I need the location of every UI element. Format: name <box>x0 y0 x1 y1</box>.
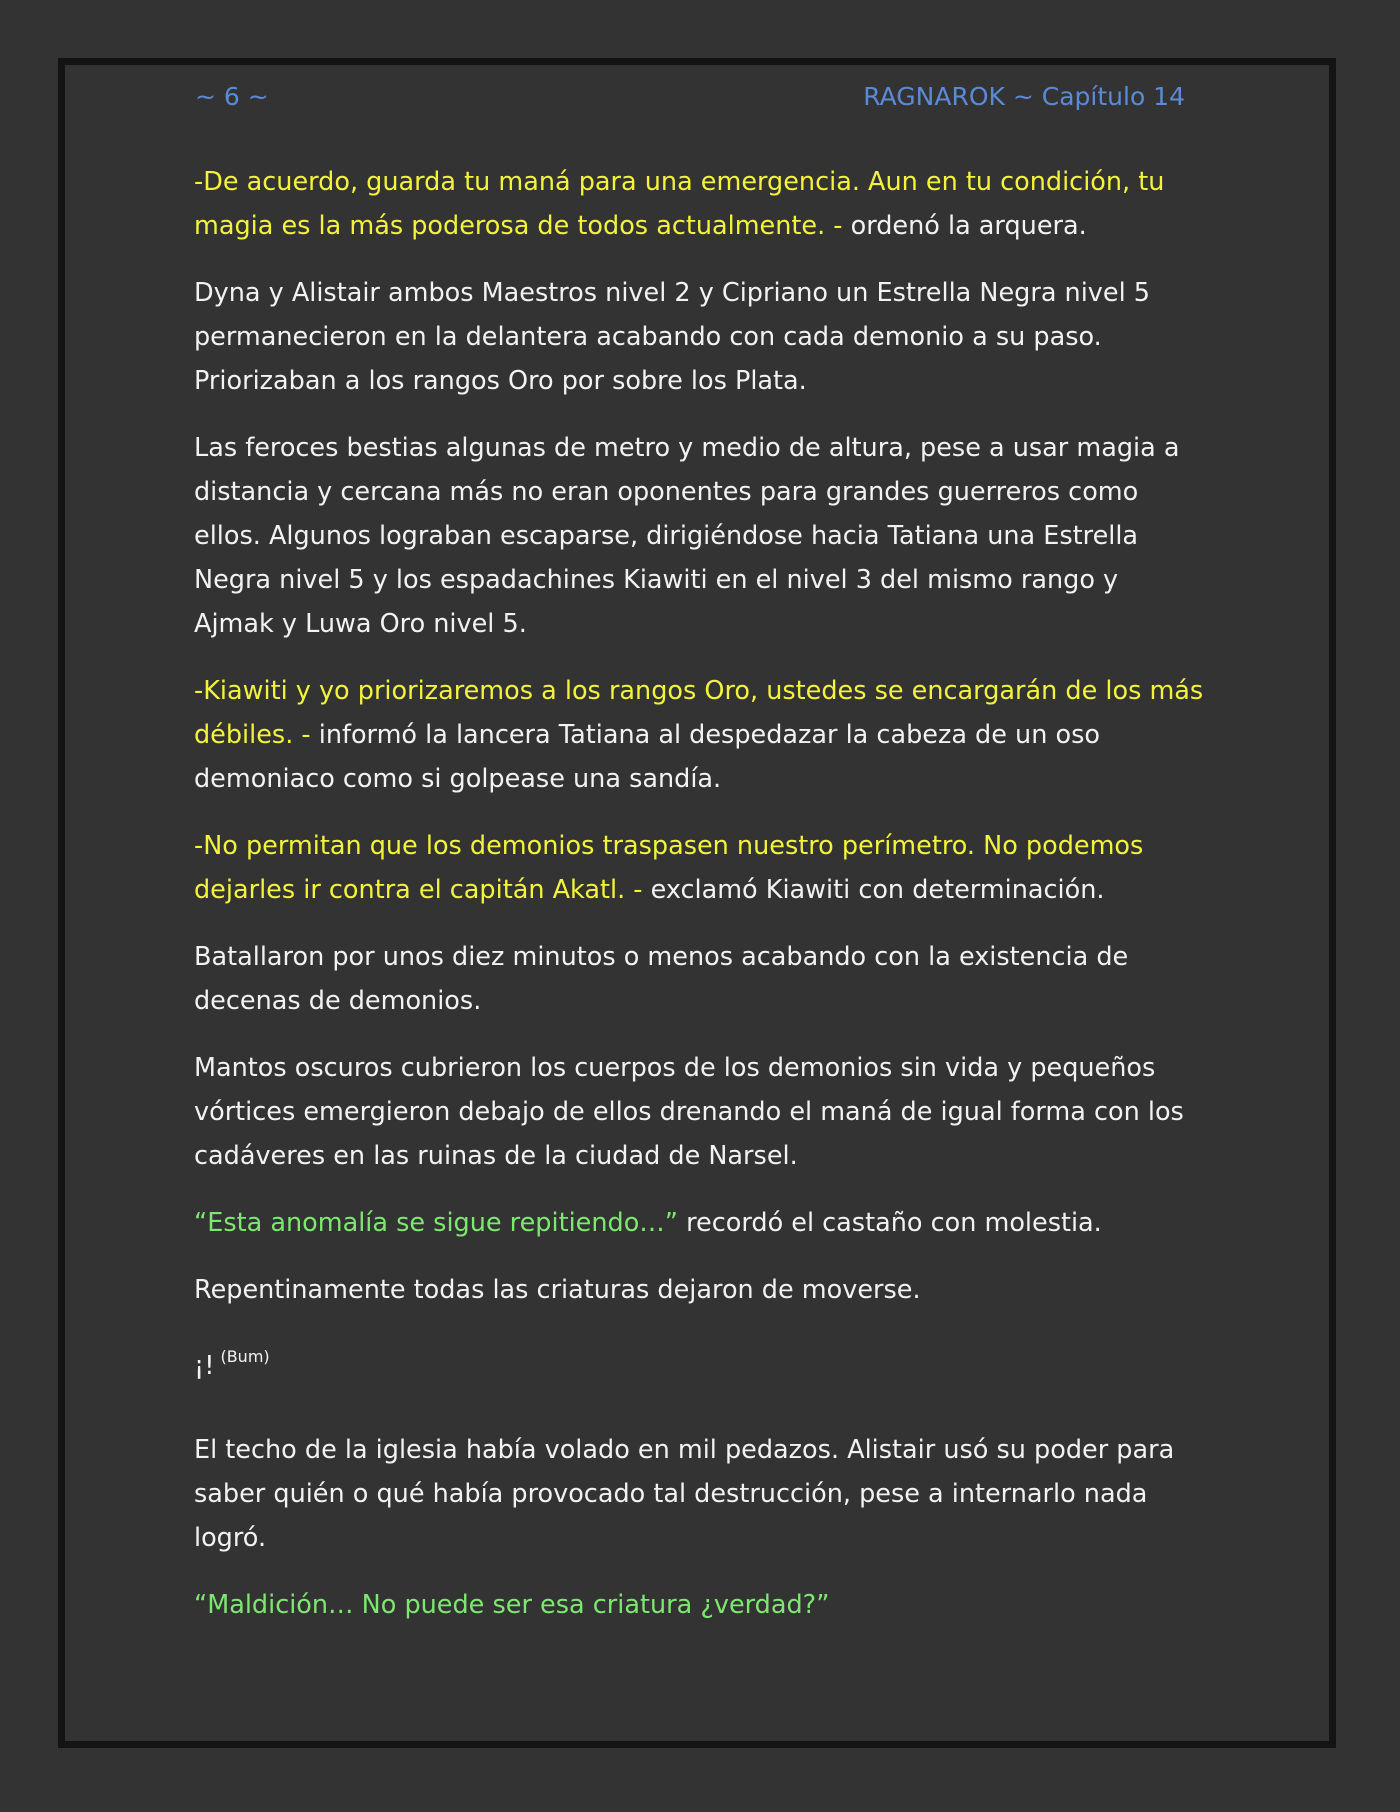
paragraph-7: Mantos oscuros cubrieron los cuerpos de los demonios sin vida y pequeños vórtices emergieron debajo de ellos drenando el maná de igual forma con los cadáveres en las ruinas de la ciudad de Narsel. <box>194 1053 1184 1171</box>
dialogue: -Kiawiti y yo priorizaremos a los rangos Oro, ustedes se encargarán de los más débiles. - <box>194 676 1204 750</box>
narration: ordenó la arquera. <box>842 211 1087 241</box>
paragraph-11: El techo de la iglesia había volado en mil pedazos. Alistair usó su poder para saber quién o qué había provocado tal destrucción, pese a internarlo nada logró. <box>194 1435 1175 1553</box>
paragraph-3: Las feroces bestias algunas de metro y medio de altura, pese a usar magia a distancia y cercana más no eran oponentes para grandes guerreros como ellos. Algunos lograban escaparse, dirigiéndose hacia Tatiana una Estrella Negra nivel 5 y los espadachines Kiawiti en el nivel 3 del mismo rango y Ajmak y Luwa Oro nivel 5. <box>194 433 1180 639</box>
dialogue: -No permitan que los demonios traspasen nuestro perímetro. No podemos dejarles ir contra el capitán Akatl. - <box>194 831 1144 905</box>
paragraph-4 <box>194 669 1204 801</box>
paragraph-12-thought: “Maldición… No puede ser esa criatura ¿verdad?” <box>194 1590 830 1620</box>
sound-effect: (Bum) <box>220 1347 270 1366</box>
paragraph-10 <box>194 1335 1204 1388</box>
narration: informó la lancera Tatiana al despedazar la cabeza de un oso demoniaco como si golpease una sandía. <box>194 720 1100 794</box>
paragraph-5 <box>194 824 1204 912</box>
page-header <box>195 82 1185 122</box>
chapter-body <box>194 160 1204 1650</box>
paragraph-9: Repentinamente todas las criaturas dejaron de moverse. <box>194 1275 921 1305</box>
chapter-title: RAGNAROK ~ Capítulo 14 <box>863 82 1185 111</box>
paragraph-1 <box>194 160 1204 248</box>
paragraph-8 <box>194 1201 1204 1245</box>
narration: exclamó Kiawiti con determinación. <box>642 875 1105 905</box>
thought: “Esta anomalía se sigue repitiendo…” <box>194 1208 679 1238</box>
paragraph-6: Batallaron por unos diez minutos o menos acabando con la existencia de decenas de demonios. <box>194 942 1129 1016</box>
page-number: ~ 6 ~ <box>195 82 269 111</box>
narration: recordó el castaño con molestia. <box>678 1208 1102 1238</box>
exclamation: ¡! <box>194 1351 215 1381</box>
dialogue: -De acuerdo, guarda tu maná para una emergencia. Aun en tu condición, tu magia es la más poderosa de todos actualmente. - <box>194 167 1165 241</box>
paragraph-2: Dyna y Alistair ambos Maestros nivel 2 y Cipriano un Estrella Negra nivel 5 permanecieron en la delantera acabando con cada demonio a su paso. Priorizaban a los rangos Oro por sobre los Plata. <box>194 278 1151 396</box>
